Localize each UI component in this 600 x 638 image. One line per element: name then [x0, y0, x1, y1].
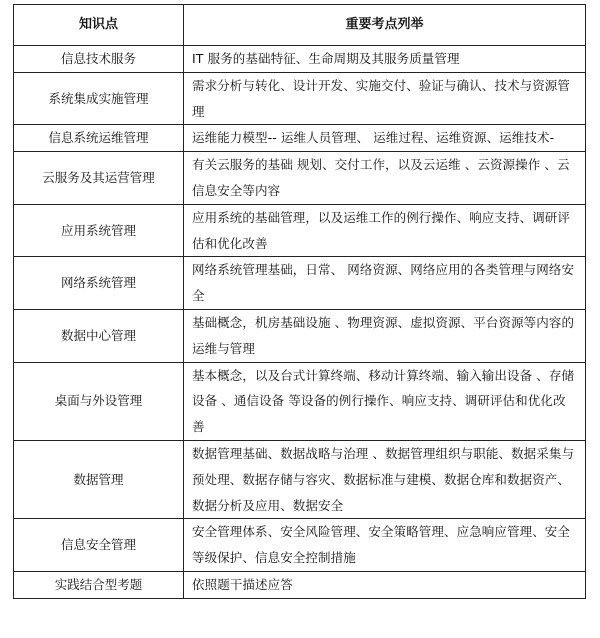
- table-row: [14, 362, 586, 440]
- table-header-row: [14, 5, 586, 46]
- row-topic: 应用系统管理: [14, 204, 184, 257]
- row-topic: 网络系统管理: [14, 257, 184, 310]
- row-topic: 信息安全管理: [14, 519, 184, 572]
- row-topic: 云服务及其运营管理: [14, 152, 184, 205]
- table-row: [14, 204, 586, 257]
- table-row: [14, 309, 586, 362]
- table-row: [14, 571, 586, 598]
- row-points: 需求分析与转化、设计开发、实施交付、验证与确认、技术与资源管理: [184, 72, 586, 125]
- row-points: 网络系统管理基础，日常、 网络资源、网络应用的各类管理与网络安全: [184, 257, 586, 310]
- row-points: 基础概念，机房基础设施 、物理资源、虚拟资源、平台资源等内容的运维与管理: [184, 309, 586, 362]
- row-points: 应用系统的基础管理，以及运维工作的例行操作、响应支持、调研评估和优化改善: [184, 204, 586, 257]
- header-topic: 知识点: [14, 5, 184, 46]
- row-points: 依照题干描述应答: [184, 571, 586, 598]
- row-points: IT 服务的基础特征、生命周期及其服务质量管理: [184, 46, 586, 73]
- knowledge-table: [13, 4, 586, 599]
- table-row: [14, 46, 586, 73]
- table-row: [14, 72, 586, 125]
- header-points: 重要考点列举: [184, 5, 586, 46]
- table-row: [14, 440, 586, 518]
- table-row: [14, 519, 586, 572]
- row-topic: 信息系统运维管理: [14, 125, 184, 152]
- table-row: [14, 125, 586, 152]
- row-points: 数据管理基础、数据战略与治理 、数据管理组织与职能、数据采集与预处理、数据存储与容灾、数据标准与建模、数据仓库和数据资产、数据分析及应用、数据安全: [184, 440, 586, 518]
- row-points: 运维能力模型-- 运维人员管理、 运维过程、运维资源、运维技术-: [184, 125, 586, 152]
- knowledge-table-container: [13, 4, 585, 599]
- row-topic: 系统集成实施管理: [14, 72, 184, 125]
- table-row: [14, 257, 586, 310]
- row-topic: 实践结合型考题: [14, 571, 184, 598]
- row-points: 安全管理体系、安全风险管理、安全策略管理、应急响应管理、安全等级保护、信息安全控制措施: [184, 519, 586, 572]
- row-topic: 桌面与外设管理: [14, 362, 184, 440]
- row-points: 基本概念，以及台式计算终端、移动计算终端、输入输出设备 、存储设备 、通信设备 等设备的例行操作、响应支持、调研评估和优化改善: [184, 362, 586, 440]
- row-topic: 信息技术服务: [14, 46, 184, 73]
- row-points: 有关云服务的基础 规划、交付工作，以及云运维 、云资源操作 、云信息安全等内容: [184, 152, 586, 205]
- table-row: [14, 152, 586, 205]
- row-topic: 数据中心管理: [14, 309, 184, 362]
- row-topic: 数据管理: [14, 440, 184, 518]
